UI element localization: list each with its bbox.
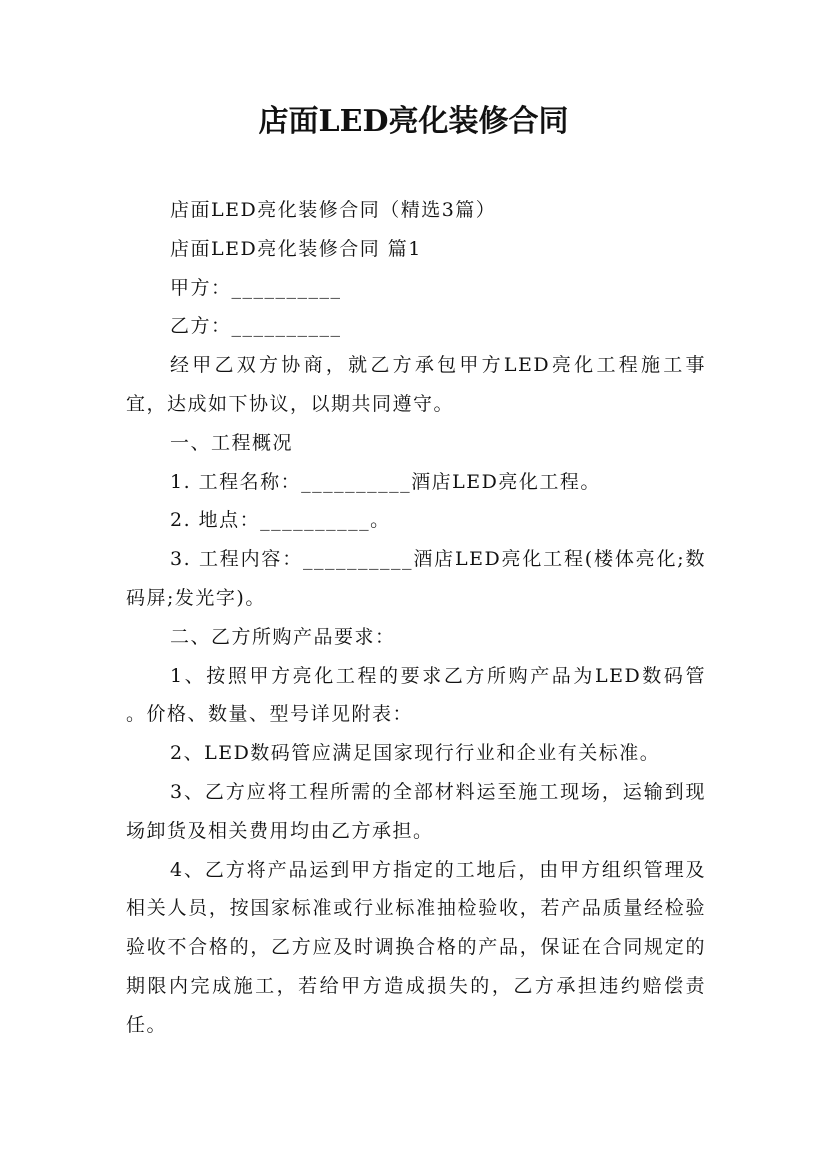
paragraph-heading-requirements: 二、乙方所购产品要求： <box>170 625 396 648</box>
paragraph-section-heading: 店面LED亮化装修合同 篇1 <box>170 237 422 260</box>
paragraph-party-b: 乙方：__________ <box>170 315 342 338</box>
paragraph-requirement-1: 1、按照甲方亮化工程的要求乙方所购产品为LED数码管 。价格、数量、型号详见附表： <box>126 664 714 726</box>
document-body <box>126 191 714 1045</box>
paragraph-party-a: 甲方：__________ <box>170 276 342 299</box>
paragraph-requirement-3: 3、乙方应将工程所需的全部材料运至施工现场，运输到现场卸货及相关费用均由乙方承担。 <box>126 780 706 842</box>
paragraph-project-name: 1. 工程名称：__________酒店LED亮化工程。 <box>170 470 601 493</box>
document-title: 店面LED亮化装修合同 <box>258 104 569 139</box>
paragraph-subtitle: 店面LED亮化装修合同（精选3篇） <box>170 199 497 221</box>
paragraph-heading-overview: 一、工程概况 <box>170 431 294 454</box>
paragraph-project-content: 3. 工程内容：__________酒店LED亮化工程(楼体亮化;数码屏;发光字)。 <box>126 548 706 609</box>
paragraph-intro: 经甲乙双方协商，就乙方承包甲方LED亮化工程施工事宜，达成如下协议，以期共同遵守。 <box>126 354 706 415</box>
paragraph-requirement-4: 4、乙方将产品运到甲方指定的工地后，由甲方组织管理及相关人员，按国家标准或行业标准抽检验收，若产品质量经检验验收不合格的，乙方应及时调换合格的产品，保证在合同规定的期限内完成施工，若给甲方造成损失的，乙方承担违约赔偿责任。 <box>126 858 706 1036</box>
paragraph-requirement-2: 2、LED数码管应满足国家现行行业和企业有关标准。 <box>170 742 661 765</box>
paragraph-location: 2. 地点：__________。 <box>170 509 391 532</box>
